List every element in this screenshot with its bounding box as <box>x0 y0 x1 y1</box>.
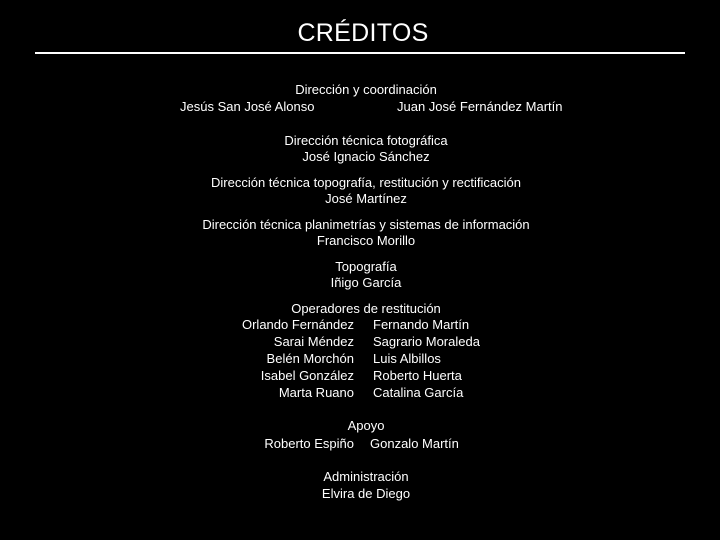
operador-name: Fernando Martín <box>373 317 470 332</box>
operador-name: Marta Ruano <box>278 385 354 400</box>
operador-name: Sagrario Moraleda <box>373 334 480 349</box>
topografia-direccion-person: José Martínez <box>325 191 407 206</box>
operadores-heading: Operadores de restitución <box>291 301 441 316</box>
administracion-person: Elvira de Diego <box>321 486 411 501</box>
apoyo-person-1: Roberto Espiño <box>264 436 354 451</box>
operador-name: Isabel González <box>260 368 354 383</box>
operador-name: Catalina García <box>373 385 464 400</box>
operador-name: Sarai Méndez <box>273 334 354 349</box>
fotografica-person: José Ignacio Sánchez <box>302 149 430 164</box>
direccion-person-2: Juan José Fernández Martín <box>397 99 563 114</box>
direccion-heading: Dirección y coordinación <box>295 82 437 97</box>
direccion-person-1: Jesús San José Alonso <box>180 99 315 114</box>
operadores-left-column <box>200 316 354 401</box>
operador-name: Luis Albillos <box>373 351 441 366</box>
topografia-heading: Topografía <box>335 259 397 274</box>
administracion-heading: Administración <box>323 469 409 484</box>
apoyo-heading: Apoyo <box>347 418 385 433</box>
topografia-person: Iñigo García <box>330 275 402 290</box>
title-divider <box>35 52 685 54</box>
topografia-direccion-heading: Dirección técnica topografía, restitución y rectificación <box>211 175 521 190</box>
operadores-right-column <box>373 316 480 401</box>
operador-name: Roberto Huerta <box>373 368 462 383</box>
operador-name: Belén Morchón <box>266 351 354 366</box>
fotografica-heading: Dirección técnica fotográfica <box>284 133 448 148</box>
operador-name: Orlando Fernández <box>241 317 354 332</box>
planimetrias-heading: Dirección técnica planimetrías y sistemas de información <box>202 217 530 232</box>
apoyo-person-2: Gonzalo Martín <box>370 436 459 451</box>
page-title: CRÉDITOS <box>297 19 429 47</box>
planimetrias-person: Francisco Morillo <box>316 233 416 248</box>
